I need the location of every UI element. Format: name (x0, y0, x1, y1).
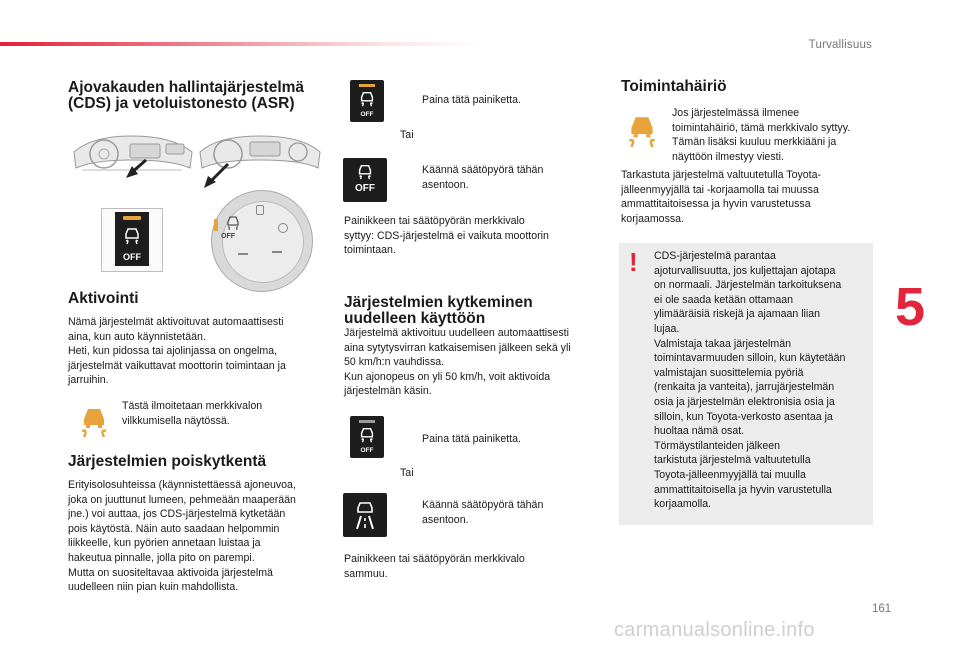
warning-text: CDS-järjestelmä parantaa ajoturvallisuutta, jos kuljettajan ajotapa on normaali. Järjestelmän tarkoituksena ei ole saada ketään ottamaan ylimääräisiä riskejä ja ajamaan liian lujaa. Valmistaja takaa järjestelmän toimintavarmuuden silloin, kun käytetään valmistajan suosittelemia pyöriä (renkaita ja vanteita), jarrujärjestelmän osia ja järjestelmän elektronisia osia ja silloin, kun Toyota-verkosto asentaa ja huoltaa nämä osat. Törmäystilanteiden jälkeen tarkistuta järjestelmä valtuutetulla Toyota-jälleenmyyjällä tai muulla ammattitaitoisella ja hyvin varustetulla korjaamolla. (654, 250, 846, 511)
knob-indicator (214, 219, 218, 231)
mode-icon (238, 253, 248, 261)
activation-text: Nämä järjestelmät aktivoituvat automaattisesti aina, kun auto käynnistetään. Heti, kun pidossa tai ajolinjassa on ongelma, järjestelmät vaikuttavat moottorin toimintaan ja jarruihin. (68, 316, 286, 387)
mode-icon (278, 223, 288, 233)
malfunction-text: Tarkastuta järjestelmä valtuutetulla Toyota- jälleenmyyjällä tai -korjaamolla tai muussa ammattitaitoisessa ja hyvin varustetussa korjaamossa. (621, 169, 822, 225)
or-separator: Tai (400, 129, 414, 141)
indicator-lamp (123, 216, 141, 220)
warning-icon: ! (629, 247, 638, 277)
note-indicator-lit: Painikkeen tai säätöpyörän merkkivalo syttyy: CDS-järjestelmä ei vaikuta moottorin toimintaan. (344, 215, 549, 257)
dashboard-left-illustration (72, 132, 194, 190)
off-button-icon: OFF (350, 416, 384, 458)
reactivation-heading: Järjestelmien kytkeminen uudelleen käyttöön (344, 294, 533, 327)
skid-warning-icon (78, 405, 110, 439)
reactivation-text: Järjestelmä aktivoituu uudelleen automaattisesti aina sytytysvirran katkaisemisen jälkeen sekä yli 50 km/h:n vauhdissa. Kun ajonopeus on yli 50 km/h, voit aktivoida järjestelmän käsin. (344, 327, 571, 398)
indicator-text: Tästä ilmoitetaan merkkivalon vilkkumisella näytössä. (122, 400, 263, 427)
step-turn-knob: Käännä säätöpyörä tähän asentoon. (422, 499, 544, 526)
page-title: Ajovakauden hallintajärjestelmä (CDS) ja vetoluistonesto (ASR) (68, 79, 305, 112)
drive-mode-knob (211, 190, 313, 292)
off-label: OFF (123, 252, 141, 262)
section-title: Turvallisuus (808, 39, 872, 51)
header-accent-bar (0, 42, 480, 46)
chapter-number: 5 (895, 277, 926, 337)
malfunction-heading: Toimintahäiriö (621, 78, 727, 95)
off-button (115, 212, 149, 266)
note-indicator-off: Painikkeen tai säätöpyörän merkkivalo sammuu. (344, 553, 525, 580)
activation-heading: Aktivointi (68, 290, 139, 307)
off-button-icon: OFF (350, 80, 384, 122)
skid-warning-icon (624, 113, 660, 149)
mode-icon (272, 251, 282, 259)
deactivation-text: Erityisolosuhteissa (käynnistettäessä ajoneuvoa, joka on juuttunut lumeen, pehmeään maaperään jne.) voi auttaa, jos CDS-järjestelmä kytketään pois käytöstä. Näin auto saadaan helpommin liikkeelle, kun pyörien annetaan luistaa ja hakeutua pinnalle, jolla pito on parempi. Mutta on suositeltavaa aktivoida järjestelmä uudelleen niin pian kuin mahdollista. (68, 479, 296, 594)
warning-box (619, 243, 873, 525)
step-press-button: Paina tätä painiketta. (422, 94, 521, 106)
skid-car-icon (356, 163, 374, 181)
skid-car-icon (224, 215, 242, 231)
watermark: carmanualsonline.info (614, 619, 815, 641)
malfunction-indicator-text: Jos järjestelmässä ilmenee toimintahäiriö, tämä merkkivalo syttyy. Tämän lisäksi kuuluu merkkiääni ja näyttöön ilmestyy viesti. (672, 107, 851, 163)
car-road-icon (351, 499, 379, 531)
skid-car-icon (358, 90, 376, 108)
skid-car-icon (358, 426, 376, 444)
skid-car-icon (122, 226, 142, 246)
or-separator: Tai (400, 467, 414, 479)
off-knob-icon: OFF (343, 158, 387, 202)
mode-icon (256, 205, 264, 215)
deactivation-heading: Järjestelmien poiskytkentä (68, 453, 267, 470)
step-press-button: Paina tätä painiketta. (422, 433, 521, 445)
page-number: 161 (872, 603, 892, 615)
knob-off-label: OFF (221, 233, 235, 240)
indicator-lamp-off (359, 420, 375, 423)
normal-mode-knob-icon (343, 493, 387, 537)
indicator-lamp (359, 84, 375, 87)
step-turn-knob: Käännä säätöpyörä tähän asentoon. (422, 164, 544, 191)
dashboard-right-illustration (198, 132, 322, 190)
off-button-illustration (101, 208, 163, 272)
